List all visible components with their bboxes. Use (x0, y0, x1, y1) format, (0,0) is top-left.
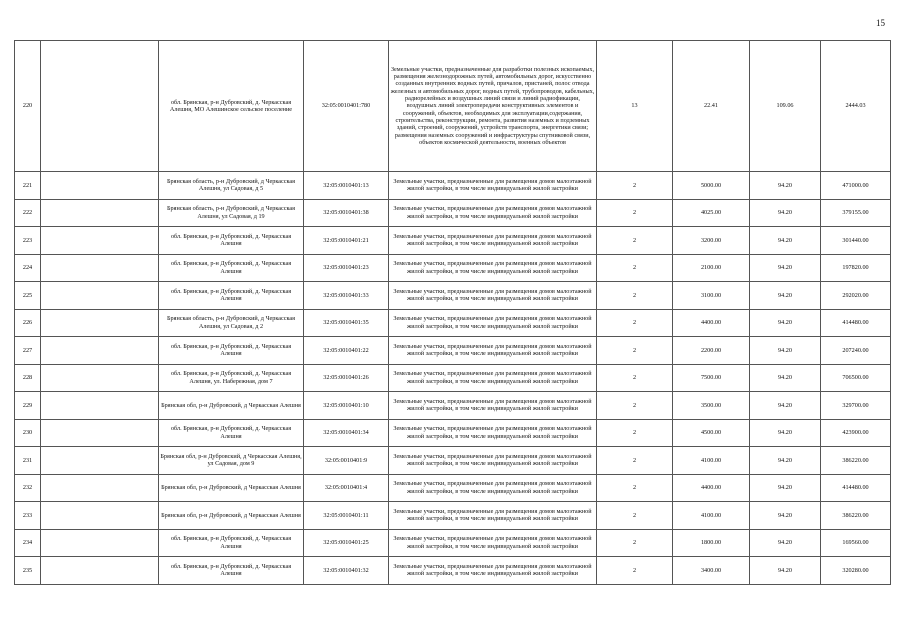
rate-cell: 94.20 (750, 227, 821, 255)
rate-cell: 94.20 (750, 557, 821, 585)
row-number-cell: 227 (15, 337, 41, 365)
address-cell: обл. Брянская, р-н Дубровский, д. Черкасская Алешня, МО Алешинское сельское поселение (159, 41, 304, 172)
table-row (15, 392, 891, 420)
cadastral-number-cell: 32:05:0010401:23 (304, 254, 389, 282)
row-number-cell: 233 (15, 502, 41, 530)
group-number-cell: 2 (597, 447, 673, 475)
address-cell: обл. Брянская, р-н Дубровский, д. Черкасская Алешня (159, 557, 304, 585)
empty-cell (41, 502, 159, 530)
cadastral-number-cell: 32:05:0010401:11 (304, 502, 389, 530)
area-cell: 4400.00 (673, 309, 750, 337)
table-row (15, 502, 891, 530)
cadastral-number-cell: 32:05:0010401:34 (304, 419, 389, 447)
land-registry-table (14, 40, 891, 585)
cadastral-number-cell: 32:05:0010401:26 (304, 364, 389, 392)
row-number-cell: 220 (15, 41, 41, 172)
rate-cell: 94.20 (750, 529, 821, 557)
land-purpose-cell: Земельные участки, предназначенные для размещения домов малоэтажной жилой застройки, в том числе индивидуальной жилой застройки (389, 309, 597, 337)
cadastral-number-cell: 32:05:0010401:32 (304, 557, 389, 585)
empty-cell (41, 41, 159, 172)
address-cell: обл. Брянская, р-н Дубровский, д. Черкасская Алешня (159, 254, 304, 282)
rate-cell: 94.20 (750, 199, 821, 227)
cadastral-value-cell: 207240.00 (821, 337, 891, 365)
rate-cell: 94.20 (750, 447, 821, 475)
area-cell: 4100.00 (673, 447, 750, 475)
rate-cell: 94.20 (750, 364, 821, 392)
rate-cell: 94.20 (750, 419, 821, 447)
table-row (15, 364, 891, 392)
address-cell: обл. Брянская, р-н Дубровский, д. Черкасская Алешня (159, 282, 304, 310)
group-number-cell: 2 (597, 337, 673, 365)
empty-cell (41, 474, 159, 502)
area-cell: 4500.00 (673, 419, 750, 447)
cadastral-number-cell: 32:05:0010401:780 (304, 41, 389, 172)
address-cell: Брянская обл, р-н Дубровский, д Черкасская Алешня (159, 502, 304, 530)
area-cell: 3200.00 (673, 227, 750, 255)
land-purpose-cell: Земельные участки, предназначенные для размещения домов малоэтажной жилой застройки, в том числе индивидуальной жилой застройки (389, 529, 597, 557)
address-cell: Брянская обл, р-н Дубровский, д Черкасская Алешня (159, 392, 304, 420)
area-cell: 1800.00 (673, 529, 750, 557)
address-cell: обл. Брянская, р-н Дубровский, д. Черкасская Алешня (159, 529, 304, 557)
table-row (15, 337, 891, 365)
row-number-cell: 229 (15, 392, 41, 420)
empty-cell (41, 282, 159, 310)
row-number-cell: 231 (15, 447, 41, 475)
group-number-cell: 2 (597, 309, 673, 337)
cadastral-number-cell: 32:05:0010401:21 (304, 227, 389, 255)
area-cell: 3500.00 (673, 392, 750, 420)
address-cell: Брянская область, р-н Дубровский, д Черкасская Алешня, ул Садовая, д 19 (159, 199, 304, 227)
address-cell: обл. Брянская, р-н Дубровский, д. Черкасская Алешня (159, 227, 304, 255)
group-number-cell: 2 (597, 557, 673, 585)
empty-cell (41, 172, 159, 200)
empty-cell (41, 529, 159, 557)
row-number-cell: 234 (15, 529, 41, 557)
address-cell: Брянская область, р-н Дубровский, д Черкасская Алешня, ул Садовая, д 2 (159, 309, 304, 337)
group-number-cell: 2 (597, 254, 673, 282)
group-number-cell: 2 (597, 227, 673, 255)
address-cell: Брянская обл, р-н Дубровский, д Черкасская Алешня, ул Садовая, дом 9 (159, 447, 304, 475)
land-purpose-cell: Земельные участки, предназначенные для размещения домов малоэтажной жилой застройки, в том числе индивидуальной жилой застройки (389, 199, 597, 227)
area-cell: 3100.00 (673, 282, 750, 310)
area-cell: 22.41 (673, 41, 750, 172)
group-number-cell: 13 (597, 41, 673, 172)
address-cell: обл. Брянская, р-н Дубровский, д. Черкасская Алешня (159, 419, 304, 447)
cadastral-number-cell: 32:05:0010401:13 (304, 172, 389, 200)
row-number-cell: 235 (15, 557, 41, 585)
cadastral-value-cell: 414480.00 (821, 309, 891, 337)
cadastral-value-cell: 386220.00 (821, 447, 891, 475)
rate-cell: 94.20 (750, 282, 821, 310)
group-number-cell: 2 (597, 364, 673, 392)
cadastral-value-cell: 197820.00 (821, 254, 891, 282)
table-row (15, 41, 891, 172)
cadastral-value-cell: 423900.00 (821, 419, 891, 447)
cadastral-value-cell: 414480.00 (821, 474, 891, 502)
address-cell: обл. Брянская, р-н Дубровский, д. Черкасская Алешня (159, 337, 304, 365)
table-row (15, 529, 891, 557)
area-cell: 3400.00 (673, 557, 750, 585)
empty-cell (41, 447, 159, 475)
empty-cell (41, 227, 159, 255)
table-row (15, 557, 891, 585)
empty-cell (41, 254, 159, 282)
area-cell: 4400.00 (673, 474, 750, 502)
group-number-cell: 2 (597, 502, 673, 530)
rate-cell: 94.20 (750, 502, 821, 530)
group-number-cell: 2 (597, 529, 673, 557)
group-number-cell: 2 (597, 474, 673, 502)
area-cell: 5000.00 (673, 172, 750, 200)
cadastral-value-cell: 320280.00 (821, 557, 891, 585)
group-number-cell: 2 (597, 282, 673, 310)
land-purpose-cell: Земельные участки, предназначенные для разработки полезных ископаемых, размещения железнодорожных путей, автомобильных дорог, искусственно созданных внутренних водных путей, причалов, пристаней, полос отвода железных и автомобильных дорог, водных путей, трубопроводов, кабельных, радиорелейных и воздушных линий связи и линий радиофикации, воздушных линий электропередачи конструктивных элементов и сооружений, объектов, необходимых для эксплуатации,содержания, строительства, реконструкции, ремонта, развития наземных и подземных зданий, строений, сооружений, устройств транспорта, энергетики связи; размещения наземных сооружений и инфраструктуры спутниковой связи, объектов космической деятельности, военных объектов (389, 41, 597, 172)
row-number-cell: 221 (15, 172, 41, 200)
empty-cell (41, 557, 159, 585)
address-cell: Брянская обл, р-н Дубровский, д Черкасская Алешня (159, 474, 304, 502)
row-number-cell: 224 (15, 254, 41, 282)
cadastral-value-cell: 329700.00 (821, 392, 891, 420)
row-number-cell: 228 (15, 364, 41, 392)
area-cell: 2100.00 (673, 254, 750, 282)
land-purpose-cell: Земельные участки, предназначенные для размещения домов малоэтажной жилой застройки, в том числе индивидуальной жилой застройки (389, 337, 597, 365)
land-purpose-cell: Земельные участки, предназначенные для размещения домов малоэтажной жилой застройки, в том числе индивидуальной жилой застройки (389, 392, 597, 420)
table-row (15, 419, 891, 447)
group-number-cell: 2 (597, 199, 673, 227)
empty-cell (41, 419, 159, 447)
land-purpose-cell: Земельные участки, предназначенные для размещения домов малоэтажной жилой застройки, в том числе индивидуальной жилой застройки (389, 172, 597, 200)
cadastral-number-cell: 32:05:0010401:33 (304, 282, 389, 310)
cadastral-value-cell: 471000.00 (821, 172, 891, 200)
land-purpose-cell: Земельные участки, предназначенные для размещения домов малоэтажной жилой застройки, в том числе индивидуальной жилой застройки (389, 227, 597, 255)
row-number-cell: 232 (15, 474, 41, 502)
rate-cell: 94.20 (750, 392, 821, 420)
row-number-cell: 225 (15, 282, 41, 310)
land-purpose-cell: Земельные участки, предназначенные для размещения домов малоэтажной жилой застройки, в том числе индивидуальной жилой застройки (389, 364, 597, 392)
table-row (15, 309, 891, 337)
row-number-cell: 223 (15, 227, 41, 255)
land-purpose-cell: Земельные участки, предназначенные для размещения домов малоэтажной жилой застройки, в том числе индивидуальной жилой застройки (389, 254, 597, 282)
cadastral-number-cell: 32:05:0010401:25 (304, 529, 389, 557)
area-cell: 4025.00 (673, 199, 750, 227)
cadastral-value-cell: 2444.03 (821, 41, 891, 172)
group-number-cell: 2 (597, 419, 673, 447)
area-cell: 2200.00 (673, 337, 750, 365)
cadastral-value-cell: 706500.00 (821, 364, 891, 392)
table-row (15, 474, 891, 502)
group-number-cell: 2 (597, 392, 673, 420)
empty-cell (41, 199, 159, 227)
table-row (15, 199, 891, 227)
land-purpose-cell: Земельные участки, предназначенные для размещения домов малоэтажной жилой застройки, в том числе индивидуальной жилой застройки (389, 474, 597, 502)
rate-cell: 109.06 (750, 41, 821, 172)
cadastral-value-cell: 386220.00 (821, 502, 891, 530)
table-row (15, 172, 891, 200)
row-number-cell: 230 (15, 419, 41, 447)
group-number-cell: 2 (597, 172, 673, 200)
table-row (15, 282, 891, 310)
table-row (15, 227, 891, 255)
cadastral-number-cell: 32:05:0010401:35 (304, 309, 389, 337)
area-cell: 7500.00 (673, 364, 750, 392)
row-number-cell: 226 (15, 309, 41, 337)
page-number: 15 (876, 18, 885, 28)
cadastral-number-cell: 32:05:0010401:22 (304, 337, 389, 365)
rate-cell: 94.20 (750, 474, 821, 502)
rate-cell: 94.20 (750, 309, 821, 337)
address-cell: обл. Брянская, р-н Дубровский, д. Черкасская Алешня, ул. Набережная, дом 7 (159, 364, 304, 392)
land-purpose-cell: Земельные участки, предназначенные для размещения домов малоэтажной жилой застройки, в том числе индивидуальной жилой застройки (389, 557, 597, 585)
address-cell: Брянская область, р-н Дубровский, д Черкасская Алешня, ул Садовая, д 5 (159, 172, 304, 200)
land-purpose-cell: Земельные участки, предназначенные для размещения домов малоэтажной жилой застройки, в том числе индивидуальной жилой застройки (389, 419, 597, 447)
cadastral-number-cell: 32:05:0010401:9 (304, 447, 389, 475)
land-purpose-cell: Земельные участки, предназначенные для размещения домов малоэтажной жилой застройки, в том числе индивидуальной жилой застройки (389, 447, 597, 475)
cadastral-number-cell: 32:05:0010401:10 (304, 392, 389, 420)
cadastral-value-cell: 169560.00 (821, 529, 891, 557)
empty-cell (41, 392, 159, 420)
table-row (15, 447, 891, 475)
cadastral-value-cell: 301440.00 (821, 227, 891, 255)
land-purpose-cell: Земельные участки, предназначенные для размещения домов малоэтажной жилой застройки, в том числе индивидуальной жилой застройки (389, 502, 597, 530)
empty-cell (41, 337, 159, 365)
cadastral-value-cell: 292020.00 (821, 282, 891, 310)
cadastral-number-cell: 32:05:0010401:4 (304, 474, 389, 502)
cadastral-value-cell: 379155.00 (821, 199, 891, 227)
table-body (15, 41, 891, 585)
cadastral-number-cell: 32:05:0010401:38 (304, 199, 389, 227)
empty-cell (41, 309, 159, 337)
rate-cell: 94.20 (750, 337, 821, 365)
empty-cell (41, 364, 159, 392)
rate-cell: 94.20 (750, 254, 821, 282)
area-cell: 4100.00 (673, 502, 750, 530)
row-number-cell: 222 (15, 199, 41, 227)
rate-cell: 94.20 (750, 172, 821, 200)
land-purpose-cell: Земельные участки, предназначенные для размещения домов малоэтажной жилой застройки, в том числе индивидуальной жилой застройки (389, 282, 597, 310)
table-row (15, 254, 891, 282)
